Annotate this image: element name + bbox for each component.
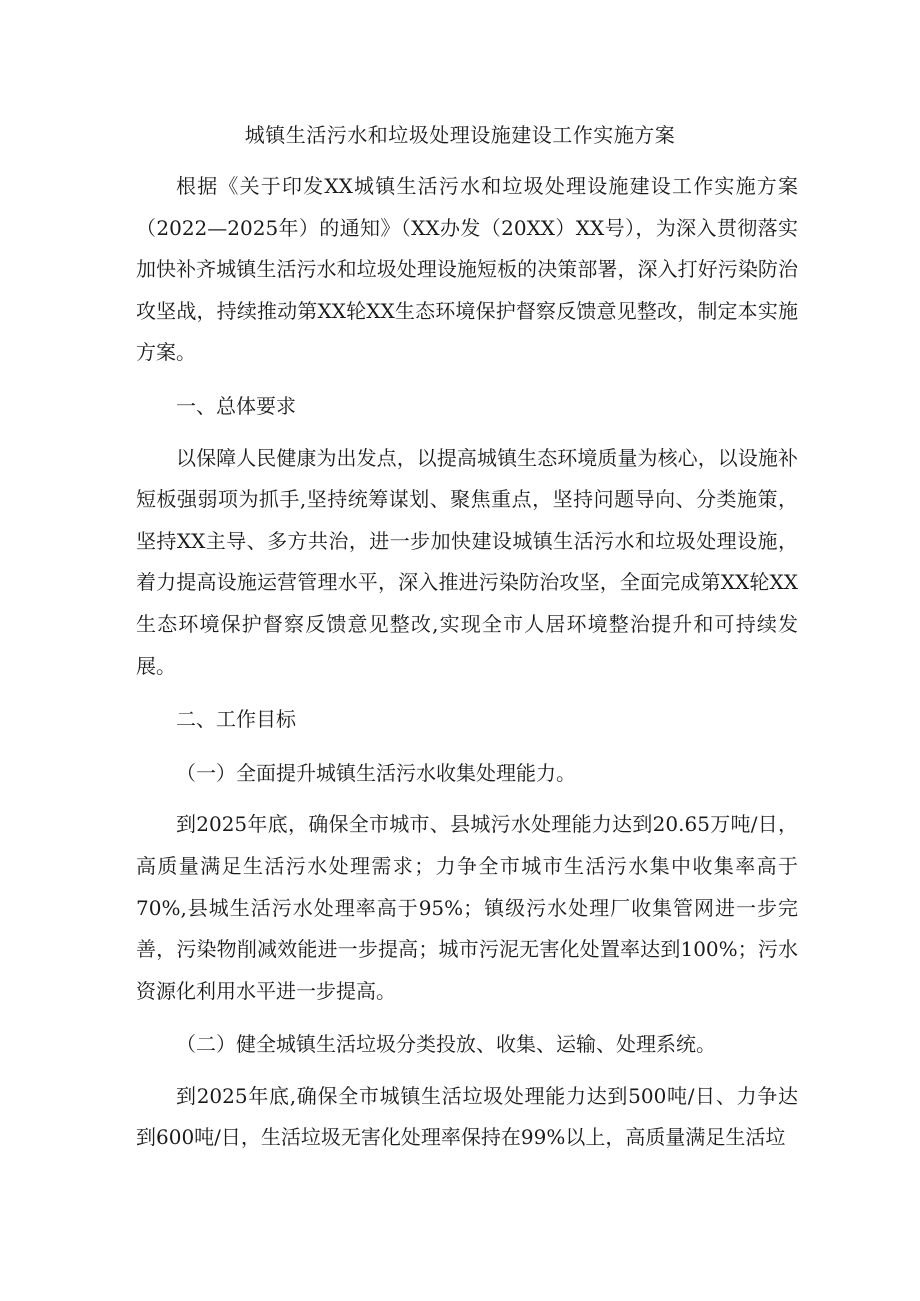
subsection-heading-sewage: （一）全面提升城镇生活污水收集处理能力。 [176,760,576,785]
section-heading-work-goals: 二、工作目标 [176,707,296,732]
paragraph-intro: 根据《关于印发XX城镇生活污水和垃圾处理设施建设工作实施方案（2022—2025年）的通知》（XX办发（20XX）XX号），为深入贯彻落实加快补齐城镇生活污水和垃圾处理设施短板的决策部署，深入打好污染防治攻坚战，持续推动第XX轮XX生态环境保护督察反馈意见整改，制定本实施方案。 [136,174,798,365]
section-heading-general-requirements: 一、总体要求 [176,393,296,418]
paragraph-sewage-goals: 到2025年底，确保全市城市、县城污水处理能力达到20.65万吨/日，高质量满足生活污水处理需求；力争全市城市生活污水集中收集率高于70%,县城生活污水处理率高于95%；镇级污水处理厂收集管网进一步完善，污染物削减效能进一步提高；城市污泥无害化处置率达到100%；污水资源化利用水平进一步提高。 [136,812,798,1003]
paragraph-general-requirements: 以保障人民健康为出发点，以提高城镇生态环境质量为核心，以设施补短板强弱项为抓手,坚持统筹谋划、聚焦重点，坚持问题导向、分类施策，坚持XX主导、多方共治，进一步加快建设城镇生活污水和垃圾处理设施，着力提高设施运营管理水平，深入推进污染防治攻坚，全面完成第XX轮XX生态环境保护督察反馈意见整改,实现全市人居环境整治提升和可持续发展。 [136,445,798,678]
subsection-heading-garbage: （二）健全城镇生活垃圾分类投放、收集、运输、处理系统。 [176,1032,716,1057]
document-title: 城镇生活污水和垃圾处理设施建设工作实施方案 [244,123,676,147]
document-body [136,166,798,1159]
paragraph-garbage-goals: 到2025年底,确保全市城镇生活垃圾处理能力达到500吨/日、力争达到600吨/日，生活垃圾无害化处理率保持在99%以上，高质量满足生活垃 [136,1083,798,1150]
